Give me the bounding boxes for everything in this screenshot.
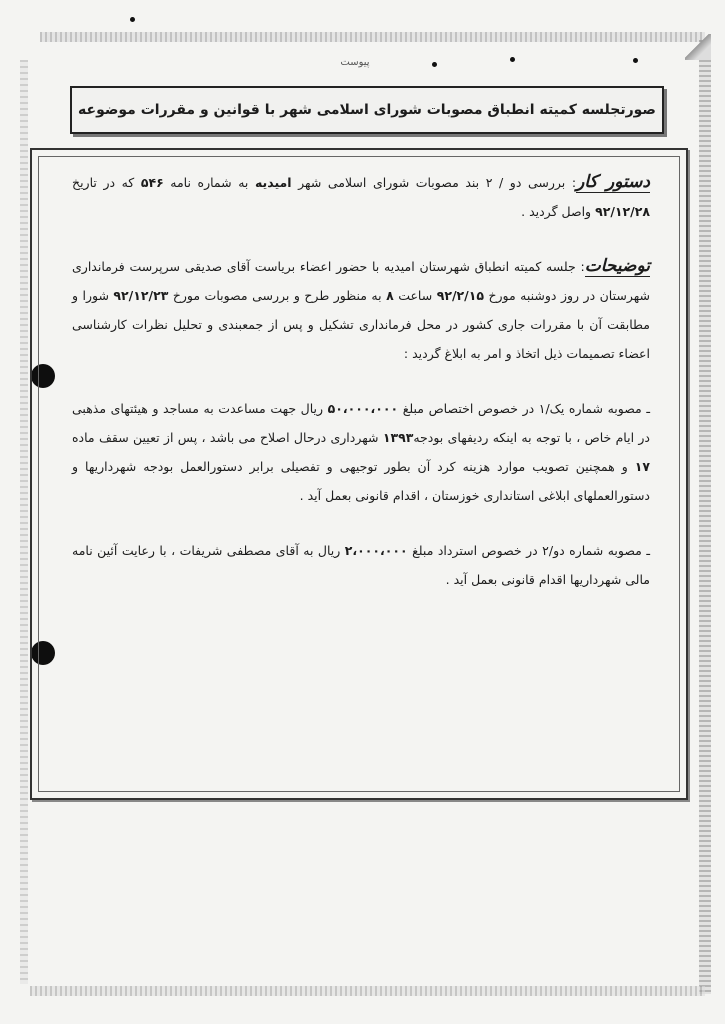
description-text: شورا و مطابقت آن با مقررات جاری کشور در محل فرمانداری تشکیل و پس از جمعبندی و تحلیل نظرات کارشناسی اعضاء تصمیمات ذیل اتخاذ و امر به ابلاغ گردید : [72,288,650,361]
agenda-date: ۹۲/۱۲/۲۸ [595,204,650,219]
resolution-text: و همچنین تصویب موارد هزینه کرد آن بطور توجیهی و تفصیلی برابر دستورالعمل بودجه شهرداریها و دستورالعملهای ابلاغی استانداری خوزستان ، اقدام قانونی بعمل آید . [72,459,650,503]
agenda-letter-number: ۵۴۶ [140,175,164,190]
resolution-text: ـ مصوبه شماره دو/۲ در خصوص استرداد مبلغ [407,543,650,558]
scan-edge-top [40,32,705,42]
resolution-year: ۱۳۹۳ [382,430,414,445]
agenda-paragraph [72,168,650,226]
description-paragraph [72,252,650,368]
resolution-text: ـ مصوبه شماره یک/۱ در خصوص اختصاص مبلغ [398,401,650,416]
agenda-city: امیدیه [254,175,292,190]
resolution-2 [72,536,650,594]
document-title-box [70,86,664,134]
resolution-text: شهرداری درحال اصلاح می باشد ، پس از تعیین سقف ماده [72,430,383,445]
description-label: توضیحات [584,256,650,276]
description-text: ساعت [393,288,437,303]
agenda-text: که در تاریخ [72,175,141,190]
header-stamp: پیوست [340,57,370,68]
description-text: : جلسه کمیته انطباق شهرستان امیدیه با حضور اعضاء بریاست آقای صدیقی سرپرست فرمانداری شهرستان در روز دوشنبه مورخ [72,259,650,303]
description-text: به منظور طرح و بررسی مصوبات مورخ [168,288,387,303]
description-date: ۹۲/۱۲/۲۳ [113,288,169,303]
resolution-text: ریال به آقای مصطفی شریفات ، با رعایت آئین نامه مالی شهرداریها اقدام قانونی بعمل آید . [72,543,650,587]
resolution-amount: ۲،۰۰۰،۰۰۰ [344,543,408,558]
document-title: صورتجلسه کمیته انطباق مصوبات شورای اسلامی شهر با قوانین و مقررات موضوعه [78,102,656,118]
agenda-text: واصل گردید . [521,204,596,219]
document-body [72,168,650,606]
resolution-amount: ۵۰،۰۰۰،۰۰۰ [327,401,399,416]
agenda-label: دستور کار [576,172,650,192]
scan-dot [633,58,638,63]
description-hour: ۸ [386,288,394,303]
scan-corner [685,34,711,60]
scan-dot [130,17,135,22]
scan-dot [510,57,515,62]
resolution-article: ۱۷ [634,459,650,474]
agenda-text: : بررسی دو / ۲ بند مصوبات شورای اسلامی شهر [298,175,577,190]
scan-edge-bottom [30,986,705,996]
resolution-text: ریال جهت مساعدت به مساجد و هیئتهای مذهبی در ایام خاص ، با توجه به اینکه ردیفهای بودجه [72,401,650,445]
description-date: ۹۲/۲/۱۵ [436,288,484,303]
resolution-1 [72,394,650,510]
scan-edge-left [20,60,28,984]
scan-dot [432,62,437,67]
scan-edge-right [699,40,711,994]
agenda-text: به شماره نامه [163,175,255,190]
